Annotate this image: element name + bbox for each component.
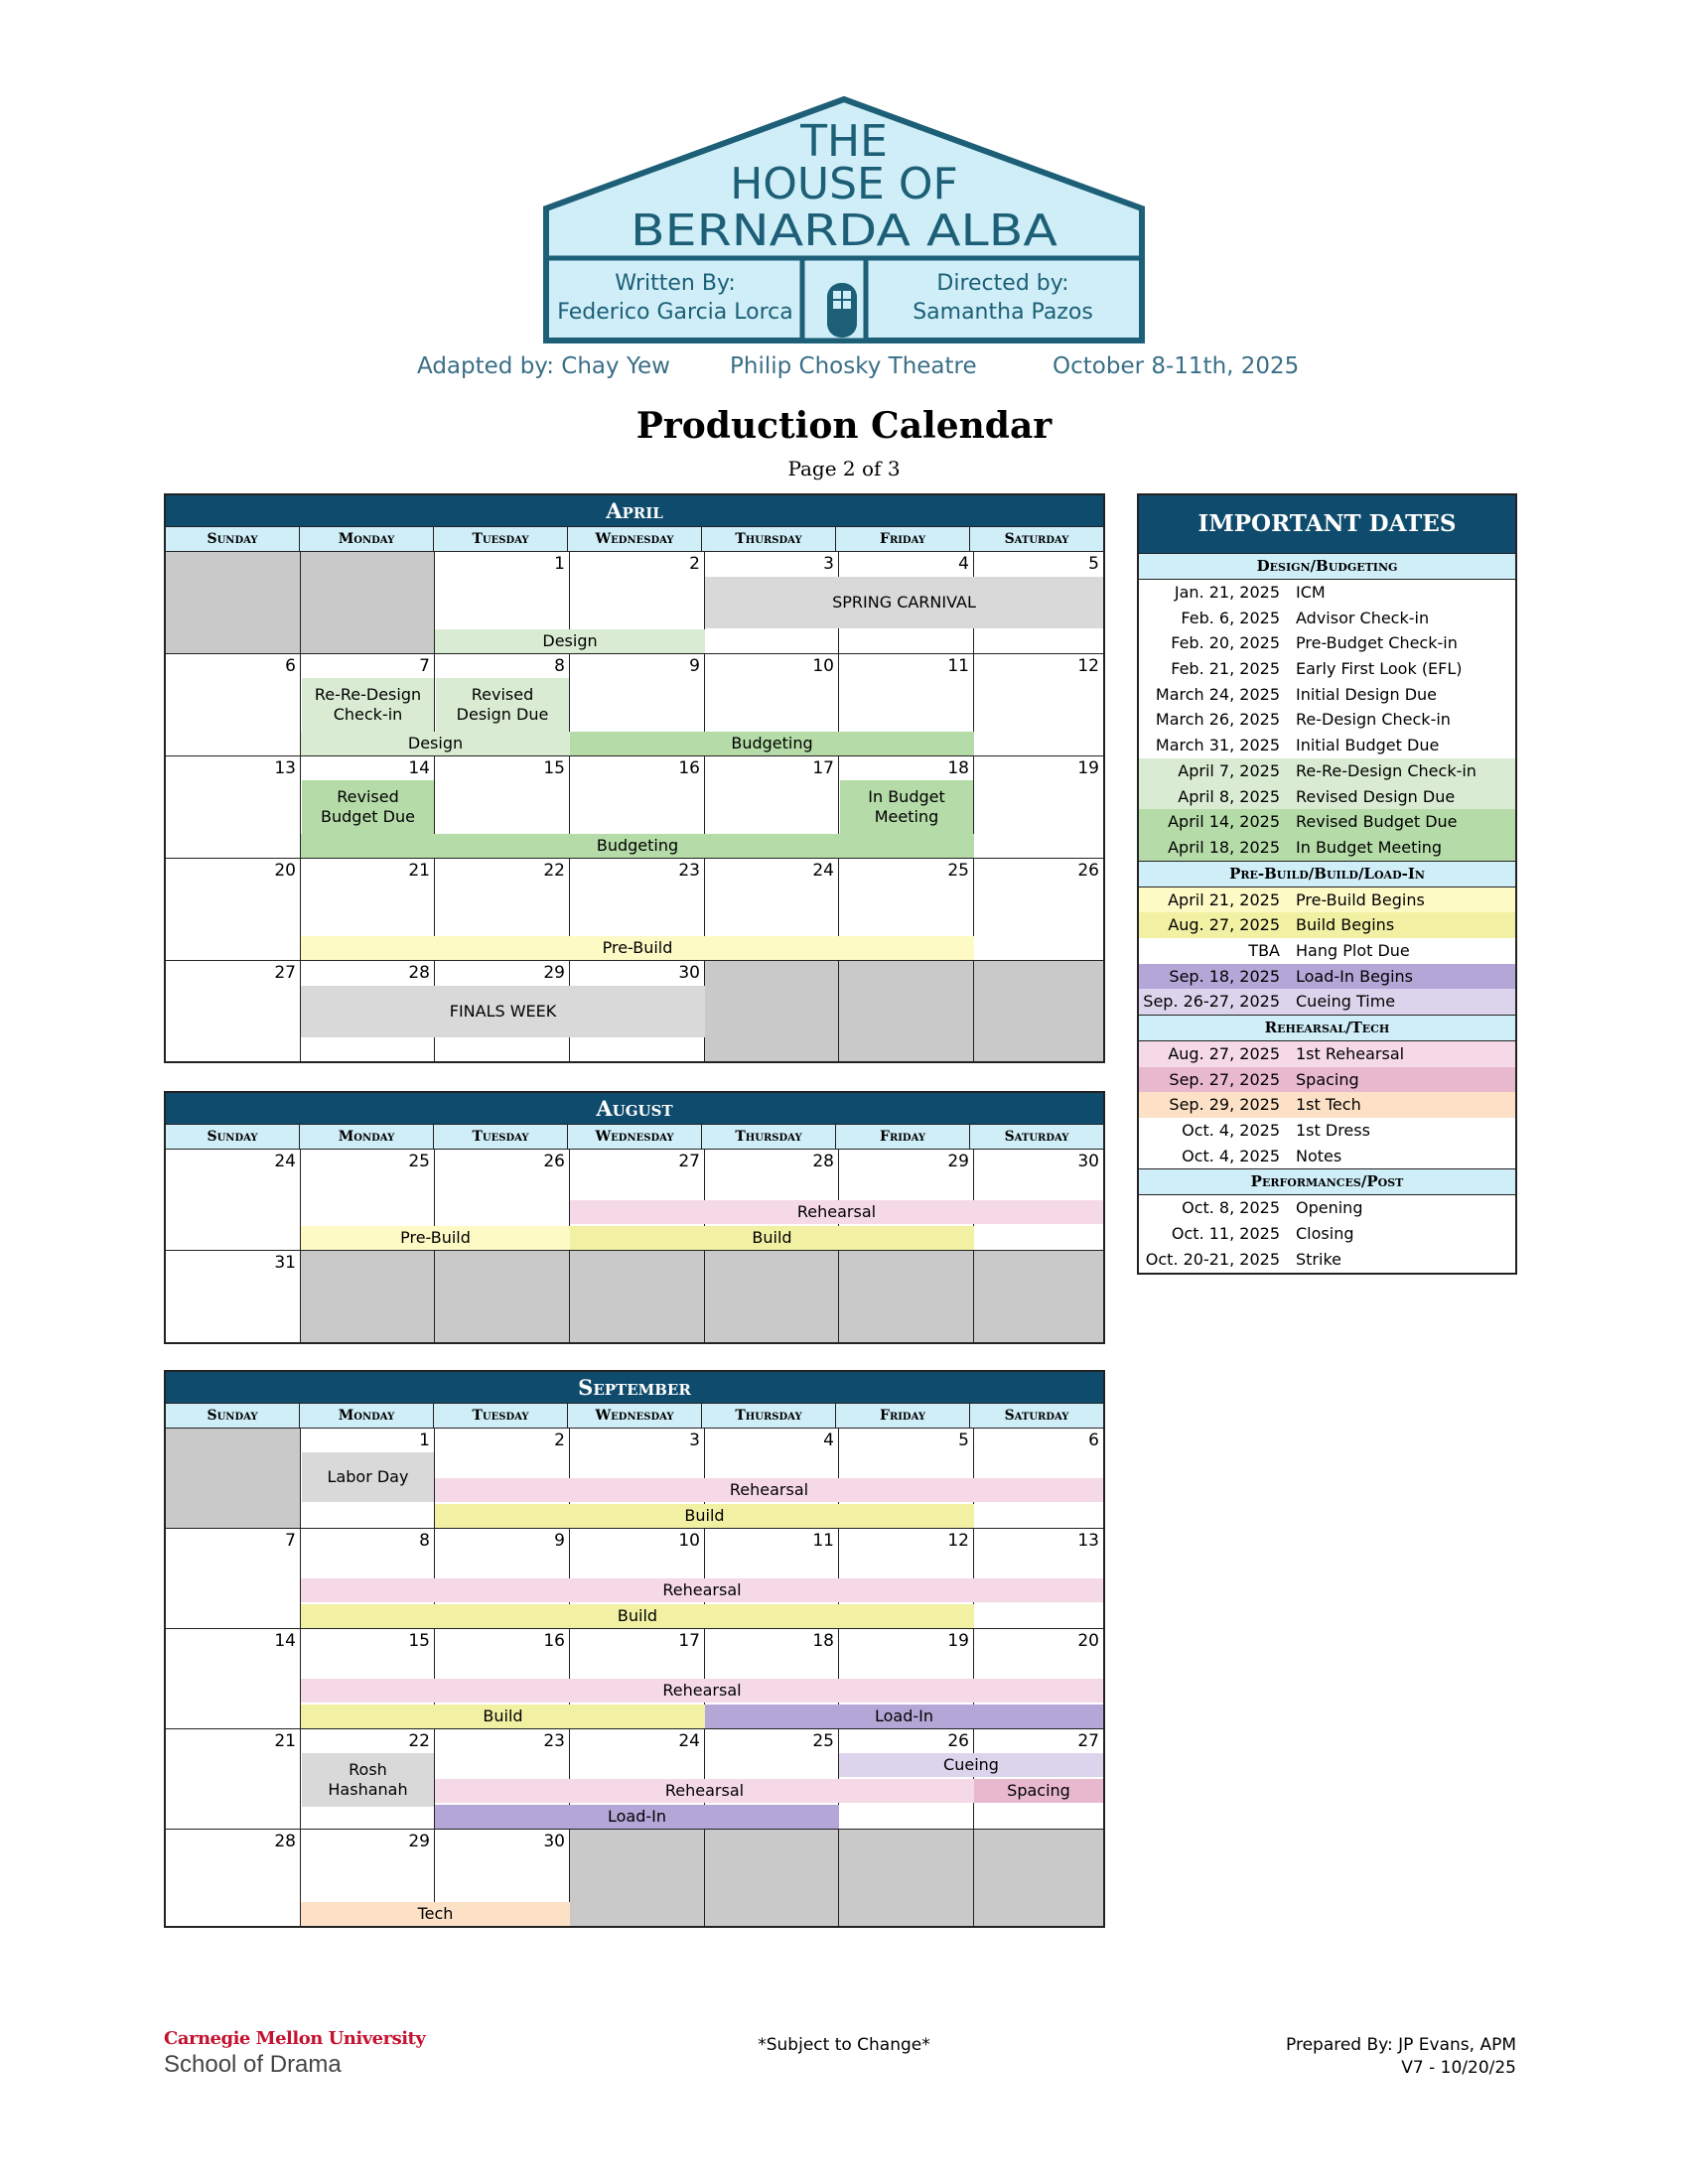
- day-number: 22: [408, 1731, 430, 1751]
- day-number: 2: [689, 554, 700, 574]
- important-event: Re-Re-Design Check-in: [1296, 760, 1477, 780]
- empty-day: [166, 552, 301, 653]
- day-number: 26: [947, 1731, 969, 1751]
- event-rosh-hashanah: Rosh Hashanah: [302, 1753, 434, 1807]
- day-cell: [166, 961, 301, 1061]
- day-number: 27: [274, 963, 296, 983]
- important-date: April 7, 2025: [1178, 760, 1280, 780]
- weekday-header: [166, 1124, 1103, 1149]
- event-tech: Tech: [301, 1902, 570, 1926]
- important-date-row: [1139, 835, 1515, 861]
- important-event: Notes: [1296, 1146, 1342, 1165]
- day-number: 5: [958, 1431, 969, 1450]
- dow-wednesday: Wednesday: [568, 1125, 702, 1149]
- day-number: 20: [1077, 1631, 1099, 1651]
- empty-day: [705, 961, 839, 1061]
- important-event: Opening: [1296, 1198, 1363, 1218]
- important-event: Hang Plot Due: [1296, 940, 1410, 960]
- day-cell: [166, 654, 301, 755]
- day-number: 21: [408, 861, 430, 881]
- important-date: Oct. 20-21, 2025: [1145, 1249, 1280, 1269]
- event-budgeting: Budgeting: [570, 732, 974, 755]
- empty-day: [570, 1251, 705, 1342]
- day-number: 11: [947, 656, 969, 676]
- month-title: September: [166, 1372, 1103, 1403]
- event-rehearsal: Rehearsal: [301, 1679, 1103, 1703]
- dow-monday: Monday: [300, 527, 434, 551]
- day-number: 14: [274, 1631, 296, 1651]
- event-build: Build: [301, 1604, 974, 1628]
- important-event: 1st Rehearsal: [1296, 1044, 1405, 1063]
- dow-wednesday: Wednesday: [568, 1404, 702, 1428]
- version: V7 - 10/20/25: [1401, 2058, 1516, 2078]
- day-number: 18: [812, 1631, 834, 1651]
- important-date: March 24, 2025: [1155, 684, 1280, 704]
- day-number: 6: [285, 656, 296, 676]
- event-load-in: Load-In: [435, 1805, 839, 1829]
- important-event: Closing: [1296, 1224, 1354, 1244]
- important-event: Load-In Begins: [1296, 966, 1413, 986]
- day-number: 4: [958, 554, 969, 574]
- event-design: Design: [435, 629, 705, 653]
- empty-day: [839, 961, 974, 1061]
- important-date-row: [1139, 1221, 1515, 1247]
- important-event: 1st Tech: [1296, 1095, 1361, 1115]
- day-number: 14: [408, 758, 430, 778]
- important-date-row: [1139, 938, 1515, 964]
- important-event: In Budget Meeting: [1296, 837, 1443, 857]
- day-number: 25: [408, 1152, 430, 1171]
- important-section-header: Performances/Post: [1139, 1168, 1515, 1195]
- important-date: Feb. 6, 2025: [1181, 608, 1280, 627]
- day-number: 6: [1088, 1431, 1099, 1450]
- day-cell: [974, 756, 1103, 858]
- empty-day: [166, 1429, 301, 1528]
- april-calendar: [164, 493, 1105, 1063]
- important-date: March 26, 2025: [1155, 710, 1280, 730]
- day-number: 9: [554, 1531, 565, 1551]
- dow-sunday: Sunday: [166, 527, 300, 551]
- dow-saturday: Saturday: [1004, 1408, 1069, 1424]
- day-cell: [166, 1529, 301, 1628]
- day-number: 27: [678, 1152, 700, 1171]
- day-number: 24: [274, 1152, 296, 1171]
- empty-day: [974, 1251, 1103, 1342]
- day-number: 30: [1077, 1152, 1099, 1171]
- august-calendar: [164, 1091, 1105, 1344]
- day-number: 2: [554, 1431, 565, 1450]
- important-date: Jan. 21, 2025: [1174, 583, 1280, 602]
- day-number: 29: [947, 1152, 969, 1171]
- important-event: Advisor Check-in: [1296, 608, 1430, 627]
- event-rehearsal: Rehearsal: [570, 1200, 1103, 1224]
- day-number: 1: [554, 554, 565, 574]
- important-date-row: [1139, 1092, 1515, 1118]
- empty-day: [839, 1251, 974, 1342]
- important-date-row: [1139, 630, 1515, 656]
- event-pre-build: Pre-Build: [301, 936, 974, 960]
- week-row: [166, 1528, 1103, 1628]
- week-row: [166, 1250, 1103, 1342]
- day-cell: [166, 756, 301, 858]
- event-rehearsal: Rehearsal: [435, 1779, 974, 1803]
- important-section-header: Rehearsal/Tech: [1139, 1015, 1515, 1041]
- important-date-row: [1139, 1144, 1515, 1169]
- important-event: Re-Design Check-in: [1296, 710, 1451, 730]
- day-number: 11: [812, 1531, 834, 1551]
- day-number: 26: [543, 1152, 565, 1171]
- event-load-in: Load-In: [705, 1705, 1103, 1728]
- important-date-row: [1139, 887, 1515, 913]
- dow-tuesday: Tuesday: [434, 527, 568, 551]
- important-date: Sep. 26-27, 2025: [1143, 992, 1280, 1012]
- important-date-row: [1139, 1067, 1515, 1093]
- event-cueing: Cueing: [839, 1753, 1103, 1777]
- event-build: Build: [301, 1705, 705, 1728]
- day-number: 3: [823, 554, 834, 574]
- important-event: Early First Look (EFL): [1296, 659, 1463, 679]
- dow-thursday: Thursday: [702, 1404, 836, 1428]
- day-number: 24: [812, 861, 834, 881]
- logo-title-line3: BERNARDA ALBA: [631, 205, 1057, 256]
- empty-day: [301, 552, 435, 653]
- day-number: 27: [1077, 1731, 1099, 1751]
- page-number: Page 2 of 3: [787, 457, 901, 480]
- day-number: 5: [1088, 554, 1099, 574]
- day-number: 12: [1077, 656, 1099, 676]
- day-number: 16: [678, 758, 700, 778]
- day-number: 10: [678, 1531, 700, 1551]
- important-event: Revised Design Due: [1296, 786, 1456, 806]
- important-date: Sep. 29, 2025: [1169, 1095, 1280, 1115]
- empty-day: [974, 961, 1103, 1061]
- important-date: Oct. 4, 2025: [1182, 1121, 1280, 1141]
- important-event: Initial Design Due: [1296, 684, 1437, 704]
- important-event: Spacing: [1296, 1069, 1359, 1089]
- important-date-row: [1139, 964, 1515, 990]
- dow-tuesday: Tuesday: [434, 1125, 568, 1149]
- day-number: 19: [1077, 758, 1099, 778]
- event-spring-carnival: SPRING CARNIVAL: [705, 577, 1103, 628]
- important-event: Pre-Build Begins: [1296, 889, 1425, 909]
- event-build: Build: [570, 1226, 974, 1250]
- important-date: Feb. 20, 2025: [1171, 633, 1280, 653]
- empty-day: [974, 1830, 1103, 1926]
- day-cell: [974, 654, 1103, 755]
- important-event: ICM: [1296, 583, 1326, 602]
- event-revised-design: Revised Design Due: [436, 678, 569, 732]
- day-number: 30: [543, 1832, 565, 1851]
- day-number: 28: [408, 963, 430, 983]
- important-date-row: [1139, 656, 1515, 682]
- dow-tuesday: Tuesday: [434, 1404, 568, 1428]
- day-number: 8: [554, 656, 565, 676]
- venue: Philip Chosky Theatre: [730, 353, 977, 379]
- event-spacing: Spacing: [974, 1779, 1103, 1803]
- day-number: 28: [812, 1152, 834, 1171]
- important-date-row: [1139, 1118, 1515, 1144]
- day-number: 25: [947, 861, 969, 881]
- day-cell: [166, 1251, 301, 1342]
- event-in-budget-meeting: In Budget Meeting: [840, 780, 973, 834]
- important-date: April 18, 2025: [1168, 837, 1280, 857]
- day-number: 13: [274, 758, 296, 778]
- day-number: 3: [689, 1431, 700, 1450]
- important-event: Cueing Time: [1296, 992, 1396, 1012]
- week-row: [166, 960, 1103, 1061]
- important-date: Aug. 27, 2025: [1168, 915, 1280, 935]
- important-date: March 31, 2025: [1155, 736, 1280, 755]
- author-name: Federico Garcia Lorca: [557, 300, 793, 325]
- event-rehearsal: Rehearsal: [435, 1478, 1103, 1502]
- dow-friday: Friday: [836, 527, 970, 551]
- cmu-wordmark: Carnegie Mellon University: [164, 2028, 426, 2049]
- important-date-row: [1139, 1195, 1515, 1221]
- week-row: [166, 551, 1103, 653]
- week-row: [166, 653, 1103, 755]
- important-section-header: Pre-Build/Build/Load-In: [1139, 861, 1515, 887]
- week-row: [166, 858, 1103, 960]
- day-number: 19: [947, 1631, 969, 1651]
- dow-saturday: Saturday: [1004, 531, 1069, 547]
- event-build: Build: [435, 1504, 974, 1528]
- day-number: 29: [408, 1832, 430, 1851]
- day-number: 7: [419, 656, 430, 676]
- day-number: 25: [812, 1731, 834, 1751]
- important-date-row: [1139, 809, 1515, 835]
- event-pre-build: Pre-Build: [301, 1226, 570, 1250]
- important-date: Sep. 27, 2025: [1169, 1069, 1280, 1089]
- dow-thursday: Thursday: [702, 1125, 836, 1149]
- day-number: 4: [823, 1431, 834, 1450]
- day-number: 18: [947, 758, 969, 778]
- important-date: April 14, 2025: [1168, 812, 1280, 832]
- important-date-row: [1139, 707, 1515, 733]
- day-number: 15: [543, 758, 565, 778]
- important-date-row: [1139, 1041, 1515, 1067]
- empty-day: [301, 1251, 435, 1342]
- run-dates: October 8-11th, 2025: [1053, 353, 1300, 379]
- day-number: 7: [285, 1531, 296, 1551]
- day-cell: [166, 1629, 301, 1728]
- logo-title-line1: THE: [800, 116, 888, 167]
- dow-sunday: Sunday: [166, 1404, 300, 1428]
- dow-monday: Monday: [300, 1125, 434, 1149]
- day-number: 28: [274, 1832, 296, 1851]
- event-budgeting: Budgeting: [301, 834, 974, 858]
- dow-friday: Friday: [836, 1404, 970, 1428]
- weekday-header: [166, 1403, 1103, 1428]
- weekday-header: [166, 526, 1103, 551]
- day-number: 30: [678, 963, 700, 983]
- empty-day: [705, 1830, 839, 1926]
- dow-thursday: Thursday: [702, 527, 836, 551]
- event-rehearsal: Rehearsal: [301, 1578, 1103, 1602]
- event-finals-week: FINALS WEEK: [301, 986, 705, 1037]
- important-date-row: [1139, 606, 1515, 631]
- event-design: Design: [301, 732, 570, 755]
- day-number: 13: [1077, 1531, 1099, 1551]
- important-event: Strike: [1296, 1249, 1341, 1269]
- day-cell: [166, 1830, 301, 1926]
- day-number: 17: [678, 1631, 700, 1651]
- day-cell: [974, 859, 1103, 960]
- week-row: [166, 755, 1103, 858]
- important-dates-panel: [1137, 493, 1517, 1275]
- director-name: Samantha Pazos: [913, 300, 1093, 325]
- dow-monday: Monday: [300, 1404, 434, 1428]
- day-number: 16: [543, 1631, 565, 1651]
- month-title: April: [166, 495, 1103, 526]
- logo-title-line2: HOUSE OF: [730, 159, 958, 209]
- important-event: Revised Budget Due: [1296, 812, 1458, 832]
- important-date-row: [1139, 912, 1515, 938]
- subject-to-change: *Subject to Change*: [758, 2035, 930, 2055]
- dow-friday: Friday: [836, 1125, 970, 1149]
- important-event: 1st Dress: [1296, 1121, 1370, 1141]
- empty-day: [570, 1830, 705, 1926]
- day-number: 21: [274, 1731, 296, 1751]
- directed-by-label: Directed by:: [936, 271, 1069, 296]
- day-number: 31: [274, 1253, 296, 1273]
- important-date: TBA: [1248, 940, 1280, 960]
- day-number: 20: [274, 861, 296, 881]
- important-date-row: [1139, 580, 1515, 606]
- important-section-header: Design/Budgeting: [1139, 553, 1515, 580]
- week-row: [166, 1628, 1103, 1728]
- day-number: 24: [678, 1731, 700, 1751]
- dow-saturday: Saturday: [1004, 1129, 1069, 1145]
- day-number: 29: [543, 963, 565, 983]
- school-name: School of Drama: [164, 2051, 342, 2078]
- day-number: 23: [543, 1731, 565, 1751]
- dow-sunday: Sunday: [166, 1125, 300, 1149]
- day-number: 9: [689, 656, 700, 676]
- event-re-re-design: Re-Re-Design Check-in: [302, 678, 434, 732]
- empty-day: [435, 1251, 570, 1342]
- important-event: Initial Budget Due: [1296, 736, 1440, 755]
- important-date: Oct. 8, 2025: [1182, 1198, 1280, 1218]
- week-row: [166, 1428, 1103, 1528]
- important-date: Sep. 18, 2025: [1169, 966, 1280, 986]
- prepared-by: Prepared By: JP Evans, APM: [1286, 2035, 1516, 2055]
- important-date: Feb. 21, 2025: [1171, 659, 1280, 679]
- week-row: [166, 1728, 1103, 1829]
- important-event: Pre-Budget Check-in: [1296, 633, 1458, 653]
- important-date-row: [1139, 784, 1515, 810]
- event-revised-budget: Revised Budget Due: [302, 780, 434, 834]
- important-date: Oct. 11, 2025: [1171, 1224, 1280, 1244]
- day-number: 22: [543, 861, 565, 881]
- important-event: Build Begins: [1296, 915, 1395, 935]
- important-dates-body: [1139, 553, 1515, 1273]
- important-date: April 8, 2025: [1178, 786, 1280, 806]
- important-date-row: [1139, 758, 1515, 784]
- day-cell: [166, 1150, 301, 1250]
- day-number: 8: [419, 1531, 430, 1551]
- important-date: April 21, 2025: [1168, 889, 1280, 909]
- important-date-row: [1139, 1247, 1515, 1273]
- september-calendar: [164, 1370, 1105, 1928]
- important-date-row: [1139, 989, 1515, 1015]
- day-number: 17: [812, 758, 834, 778]
- month-title: August: [166, 1093, 1103, 1124]
- week-row: [166, 1149, 1103, 1250]
- important-dates-title: IMPORTANT DATES: [1139, 495, 1515, 553]
- important-date: Aug. 27, 2025: [1168, 1044, 1280, 1063]
- event-labor-day: Labor Day: [302, 1452, 434, 1502]
- day-number: 1: [419, 1431, 430, 1450]
- dow-wednesday: Wednesday: [568, 527, 702, 551]
- day-number: 10: [812, 656, 834, 676]
- day-number: 26: [1077, 861, 1099, 881]
- day-number: 12: [947, 1531, 969, 1551]
- important-date: Oct. 4, 2025: [1182, 1146, 1280, 1165]
- day-number: 23: [678, 861, 700, 881]
- day-cell: [166, 1729, 301, 1829]
- empty-day: [705, 1251, 839, 1342]
- show-logo: [536, 94, 1152, 352]
- page-title: Production Calendar: [635, 405, 1053, 447]
- adapted-by: Adapted by: Chay Yew: [417, 353, 670, 379]
- day-number: 15: [408, 1631, 430, 1651]
- important-date-row: [1139, 682, 1515, 708]
- written-by-label: Written By:: [615, 271, 736, 296]
- week-row: [166, 1829, 1103, 1926]
- day-cell: [166, 859, 301, 960]
- empty-day: [839, 1830, 974, 1926]
- important-date-row: [1139, 733, 1515, 758]
